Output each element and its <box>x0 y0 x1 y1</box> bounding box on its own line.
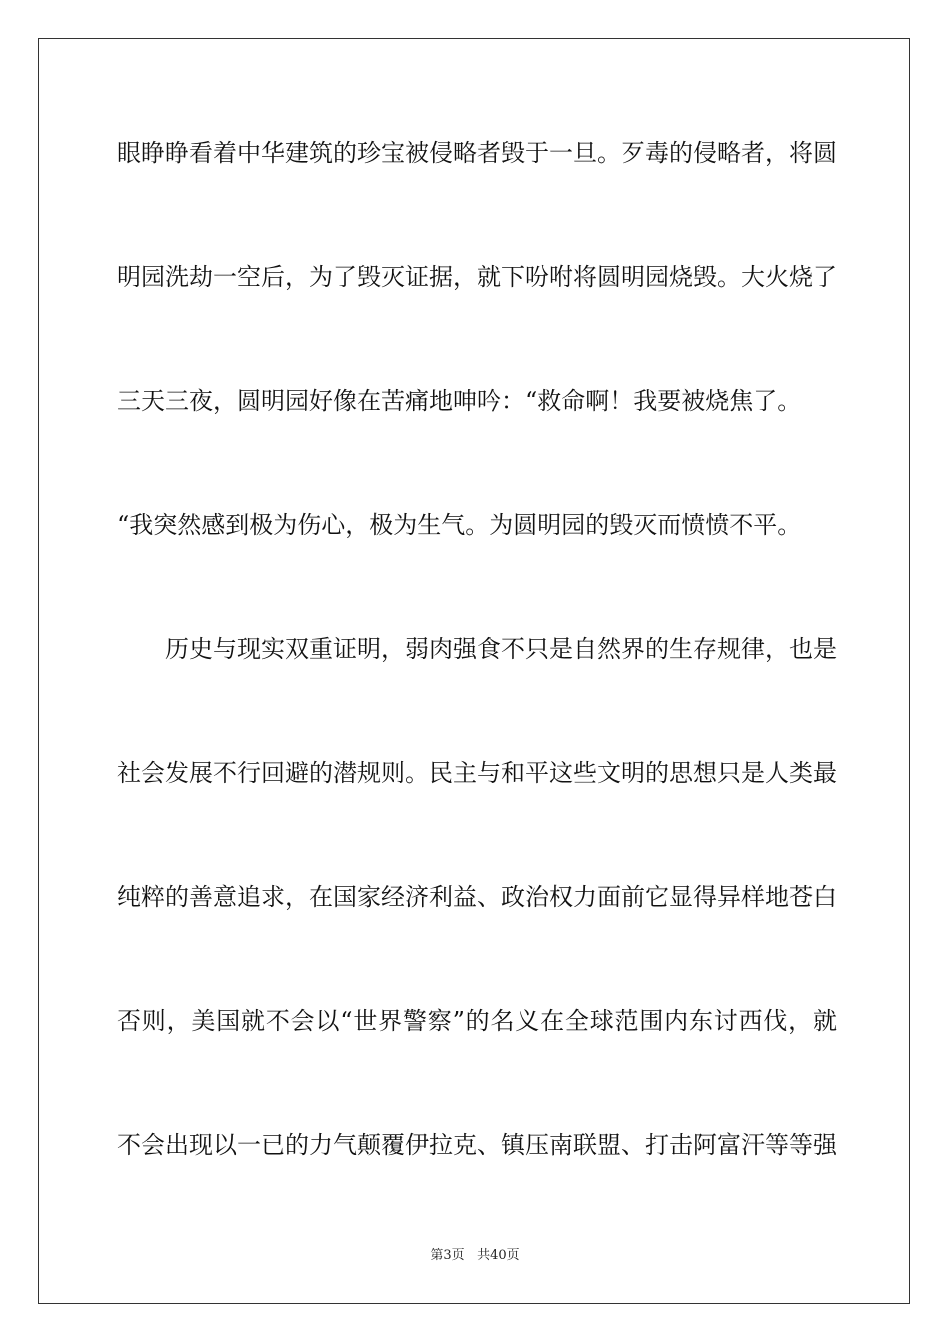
body-text-line-3: 三天三夜，圆明园好像在苦痛地呻吟：“救命啊！我要被烧焦了。 <box>117 387 802 415</box>
body-text-line-7: 纯粹的善意追求，在国家经济利益、政治权力面前它显得异样地苍白 <box>117 883 837 911</box>
page-footer <box>0 1247 950 1265</box>
body-text-line-2: 明园洗劫一空后，为了毁灭证据，就下吩咐将圆明园烧毁。大火烧了 <box>117 263 837 291</box>
body-text-line-9: 不会出现以一已的力气颠覆伊拉克、镇压南联盟、打击阿富汗等等强 <box>117 1131 837 1159</box>
page-number: 第3页 <box>430 1248 465 1263</box>
body-text-line-1: 眼睁睁看着中华建筑的珍宝被侵略者毁于一旦。歹毒的侵略者，将圆 <box>117 139 837 167</box>
page-total: 共40页 <box>477 1248 520 1263</box>
body-text-line-5: 历史与现实双重证明，弱肉强食不只是自然界的生存规律，也是 <box>165 635 837 663</box>
body-text-line-4: “我突然感到极为伤心，极为生气。为圆明园的毁灭而愤愤不平。 <box>117 511 802 539</box>
body-text-line-8: 否则，美国就不会以“世界警察”的名义在全球范围内东讨西伐，就 <box>117 1007 837 1035</box>
body-text-line-6: 社会发展不行回避的潜规则。民主与和平这些文明的思想只是人类最 <box>117 759 837 787</box>
page-border <box>38 38 910 1304</box>
